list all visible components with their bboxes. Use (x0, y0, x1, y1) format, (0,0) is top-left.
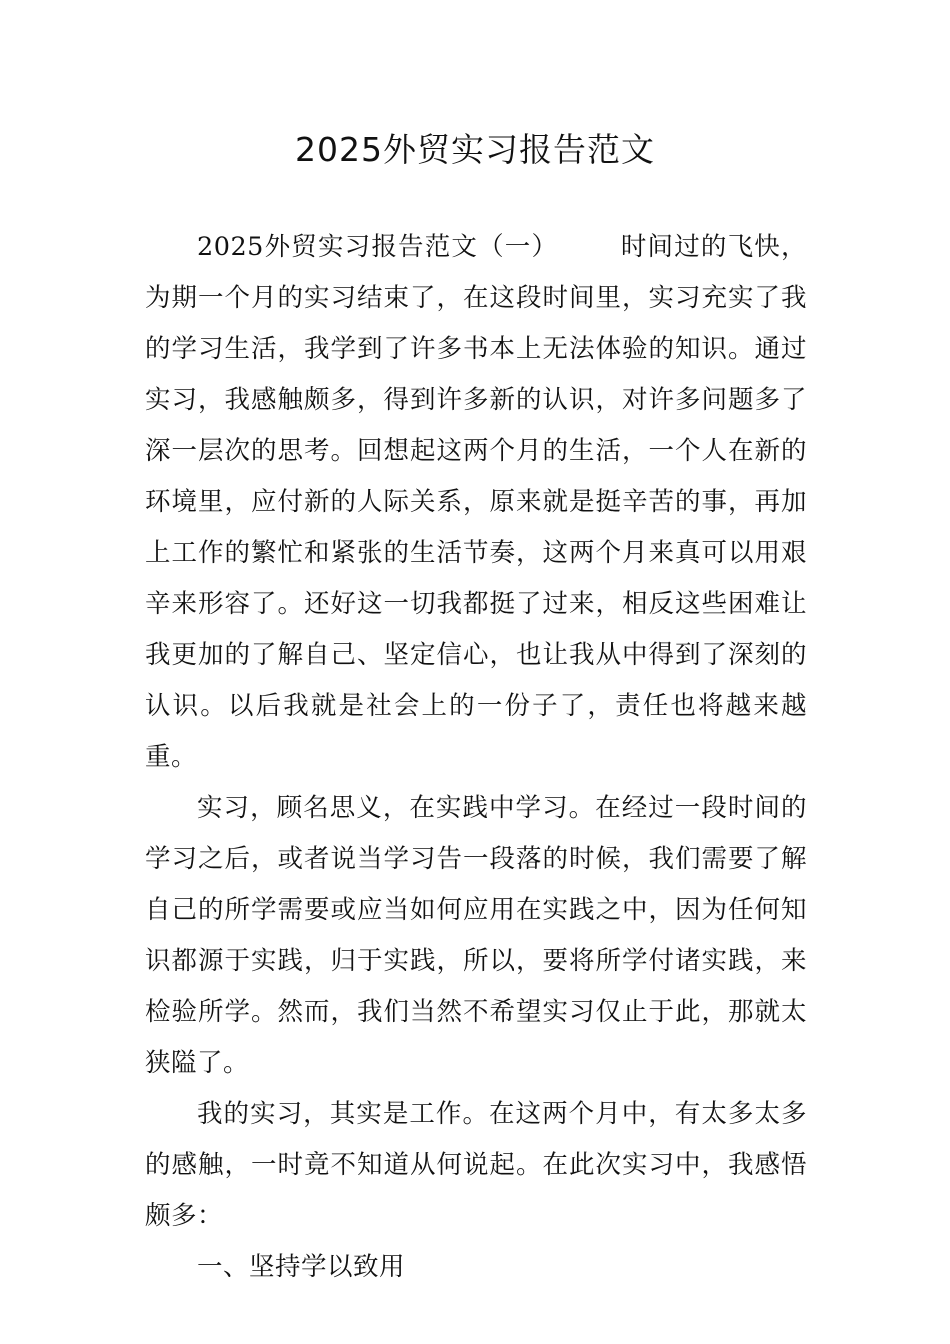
paragraph-2: 实习，顾名思义，在实践中学习。在经过一段时间的学习之后，或者说当学习告一段落的时候，我们需要了解自己的所学需要或应当如何应用在实践之中，因为任何知识都源于实践，归于实践，所以，要将所学付诸实践，来检验所学。然而，我们当然不希望实习仅止于此，那就太狭隘了。 (145, 793, 807, 1078)
document-body (145, 222, 807, 1293)
paragraph-3: 我的实习，其实是工作。在这两个月中，有太多太多的感触，一时竟不知道从何说起。在此次实习中，我感悟颇多： (145, 1099, 807, 1231)
section-heading: 一、坚持学以致用 (197, 1252, 406, 1282)
paragraph-1-lead: 2025外贸实习报告范文（一） (197, 232, 559, 262)
paragraph-1 (145, 222, 807, 783)
document-title: 2025外贸实习报告范文 (295, 130, 655, 169)
paragraph-1-text: 时间过的飞快，为期一个月的实习结束了，在这段时间里，实习充实了我的学习生活，我学到了许多书本上无法体验的知识。通过实习，我感触颇多，得到许多新的认识，对许多问题多了深一层次的思考。回想起这两个月的生活，一个人在新的环境里，应付新的人际关系，原来就是挺辛苦的事，再加上工作的繁忙和紧张的生活节奏，这两个月来真可以用艰辛来形容了。还好这一切我都挺了过来，相反这些困难让我更加的了解自己、坚定信心，也让我从中得到了深刻的认识。以后我就是社会上的一份子了，责任也将越来越重。 (145, 232, 807, 772)
